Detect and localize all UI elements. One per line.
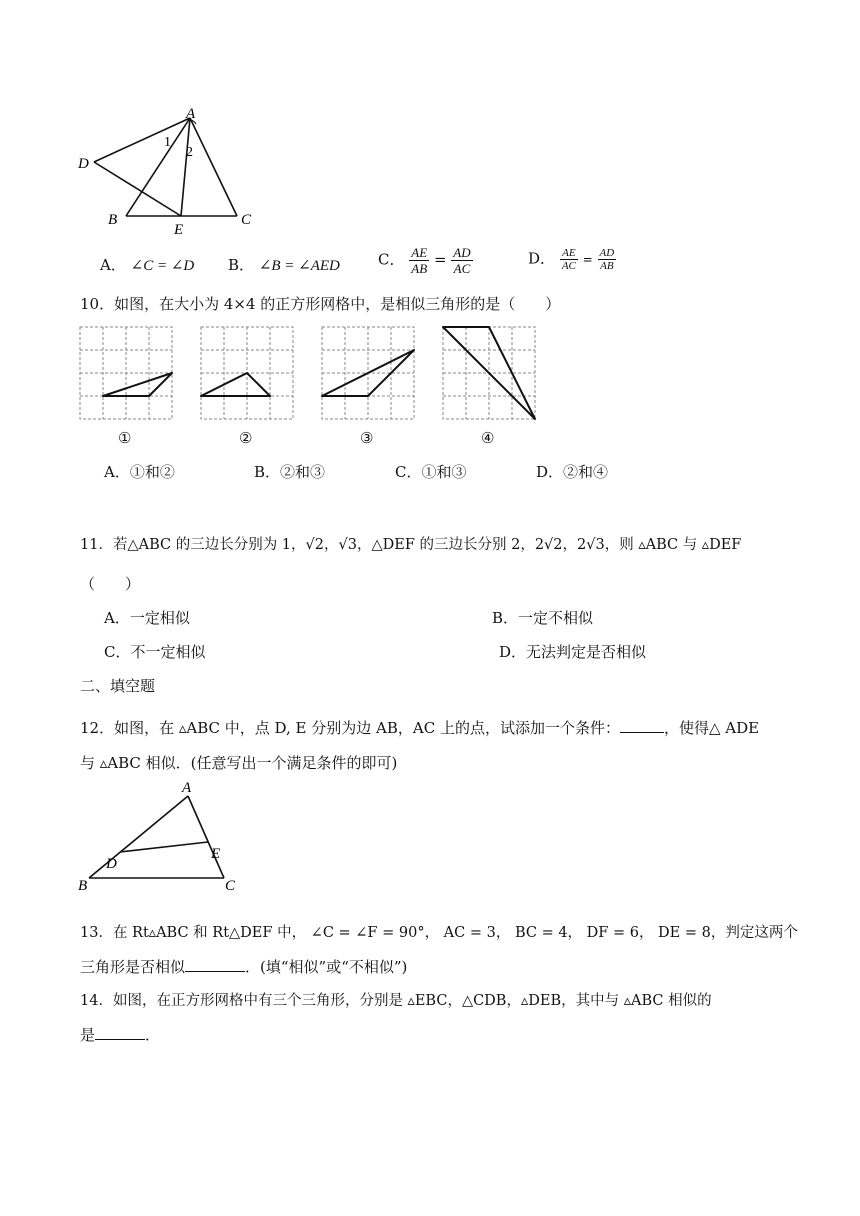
fig9-label-D: D [78, 156, 89, 172]
q12-line1: 12．如图，在 ▵ABC 中，点 D, E 分别为边 AB，AC 上的点，试添加一个条件： ，使得△ ADE [80, 719, 760, 737]
fraction: $\frac{AE}{AC}$ [561, 247, 576, 272]
answer-blank[interactable] [185, 957, 245, 972]
triangle-4 [443, 327, 535, 419]
fig12-label-B: B [78, 878, 88, 890]
fig12-label-C: C [225, 878, 236, 890]
q13-line2: 三角形是否相似 ．(填“相似”或“不相似”) [80, 958, 408, 976]
fraction: $\frac{AD}{AC}$ [453, 245, 471, 276]
q14-line1: 14．如图，在正方形网格中有三个三角形，分别是 ▵EBC，△CDB，▵DEB，其中与 ▵ABC 相似的 [80, 993, 712, 1009]
q11-option-b: B．一定不相似 [492, 609, 594, 627]
q9-option-d: D． $\frac{AE}{AC}$ = $\frac{AD}{AB}$ [528, 247, 615, 272]
fraction: $\frac{AD}{AB}$ [599, 247, 615, 272]
fig9-label-C: C [241, 212, 252, 228]
q10-option-d: D．②和④ [536, 463, 609, 481]
q14-line2: 是 ． [80, 1026, 161, 1044]
triangle-2 [201, 373, 270, 396]
fraction: $\frac{AE}{AB}$ [411, 245, 428, 276]
fig9-label-E: E [174, 222, 184, 238]
q12-figure [74, 778, 254, 890]
q11-option-d: D．无法判定是否相似 [499, 643, 647, 661]
q10-caption-4: ④ [481, 429, 495, 447]
q10-stem: 10．如图，在大小为 4×4 的正方形网格中，是相似三角形的是（ ） [80, 295, 561, 313]
q9-figure [70, 104, 270, 244]
q10-caption-3: ③ [360, 429, 374, 447]
q9-option-b: B． ∠B = ∠AED [228, 256, 340, 274]
q11-stem: 11．若△ABC 的三边长分别为 1，√2，√3，△DEF 的三边长分别 2，2√2，2√3，则 ▵ABC 与 ▵DEF [80, 537, 742, 553]
answer-blank[interactable] [620, 718, 664, 733]
q13-line1: 13．在 Rt▵ABC 和 Rt△DEF 中， ∠C = ∠F = 90°， AC = 3， BC = 4， DF = 6， DE = 8，判定这两个 [80, 925, 798, 941]
answer-blank[interactable] [95, 1025, 145, 1040]
q12-line2: 与 ▵ABC 相似．(任意写出一个满足条件的即可) [80, 754, 398, 772]
fig12-label-E: E [211, 846, 221, 862]
fig12-label-D: D [106, 856, 117, 872]
fig9-label-B: B [108, 212, 118, 228]
fig9-label-A: A [186, 106, 196, 122]
section-heading: 二、填空题 [80, 677, 156, 695]
fig9-angle-1: 1 [164, 135, 171, 150]
q9-option-c: C． $\frac{AE}{AB}$ = $\frac{AD}{AC}$ [378, 245, 471, 276]
q10-caption-1: ① [118, 429, 132, 447]
fig12-label-A: A [182, 780, 192, 796]
fig9-angle-2: 2 [186, 145, 193, 160]
q10-option-c: C．①和③ [395, 463, 467, 481]
q10-option-a: A．①和② [104, 463, 175, 481]
q9-option-a: A． ∠C = ∠D [100, 256, 195, 274]
q11-option-a: A．一定相似 [104, 609, 190, 627]
q10-caption-2: ② [239, 429, 253, 447]
q11-option-c: C．不一定相似 [104, 643, 206, 661]
q10-option-b: B．②和③ [254, 463, 326, 481]
triangle-1 [103, 373, 172, 396]
q11-bracket: （ ） [80, 575, 141, 593]
q10-grids [76, 322, 546, 422]
